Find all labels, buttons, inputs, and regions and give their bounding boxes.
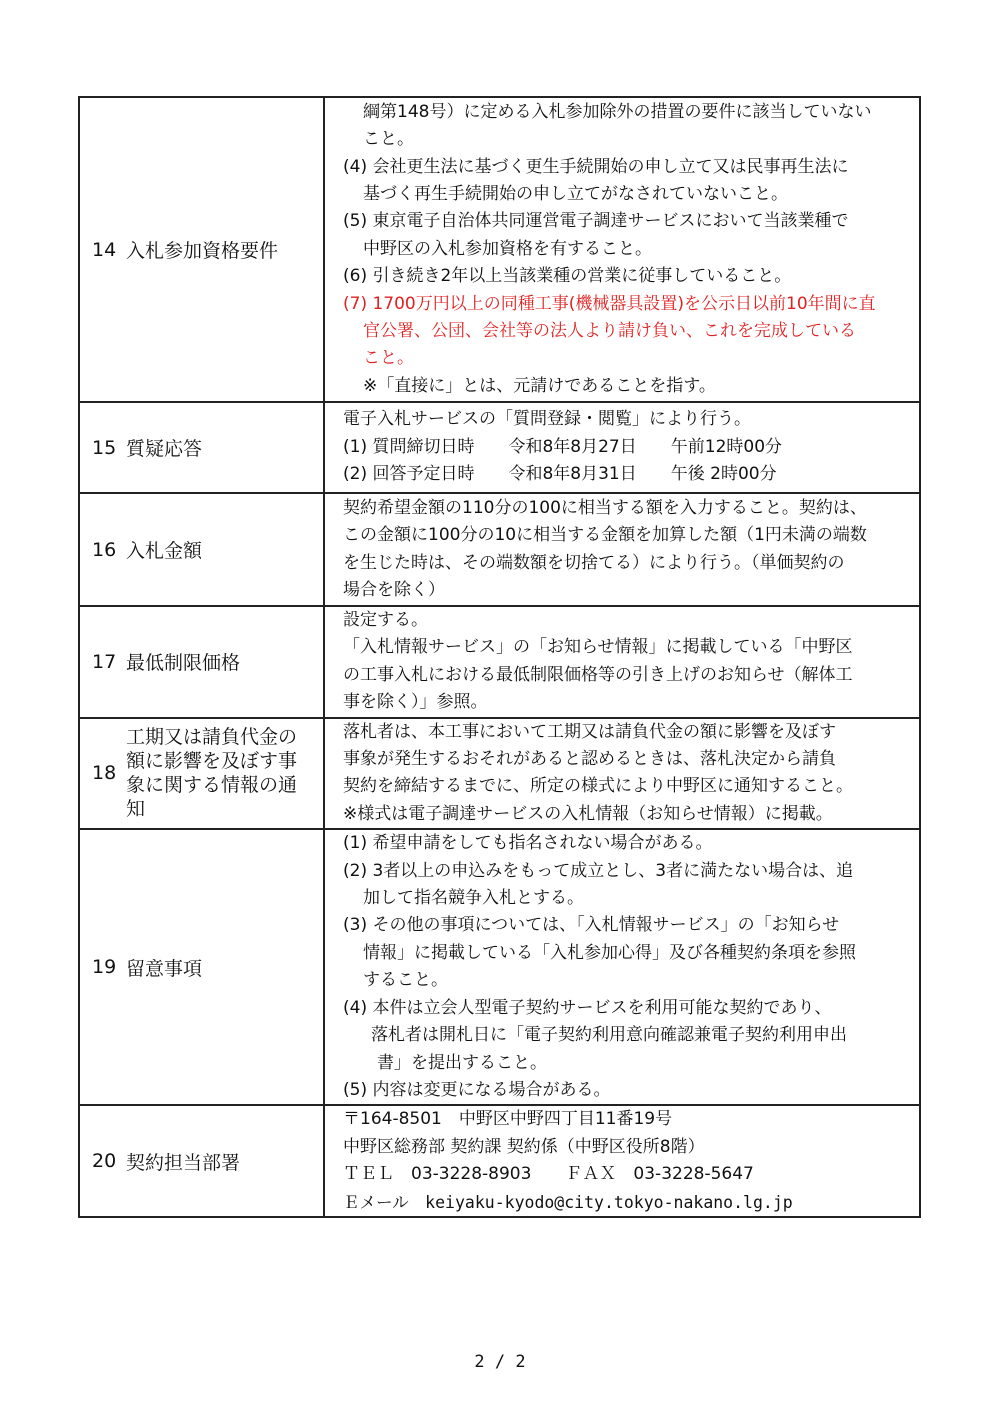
row-content-cell <box>324 97 920 402</box>
content-line: 契約を締結するまでに、所定の様式により中野区に通知すること。 <box>343 776 853 797</box>
row-label <box>126 725 311 821</box>
content-line: (6) 引き続き2年以上当該業種の営業に従事していること。 <box>343 266 792 287</box>
content-line: (3) その他の事項については、「入札情報サービス」の「お知らせ <box>343 915 840 936</box>
content-line: 場合を除く） <box>343 579 445 600</box>
row-label-cell <box>79 829 324 1105</box>
row-label-cell <box>79 402 324 493</box>
row-content-cell <box>324 493 920 606</box>
highlighted-line: (7) 1700万円以上の同種工事(機械器具設置)を公示日以前10年間に直 <box>343 293 876 314</box>
row-label: 契約担当部署 <box>126 1151 241 1174</box>
table-row-17 <box>79 606 920 718</box>
row-label: 質疑応答 <box>126 438 203 460</box>
content-line: 加して指名競争入札とする。 <box>363 888 584 909</box>
row-number: 18 <box>92 762 117 785</box>
row-number: 14 <box>92 238 117 261</box>
row-number: 15 <box>92 436 117 459</box>
row-label: 留意事項 <box>126 957 203 980</box>
content-line: 落札者は、本工事において工期又は請負代金の額に影響を及ぼす <box>343 721 836 742</box>
content-line: 中野区の入札参加資格を有すること。 <box>363 238 652 259</box>
row-label-line: 知 <box>126 798 146 821</box>
row-content-cell <box>324 1105 920 1217</box>
table-row-19 <box>79 829 920 1105</box>
content-line: 設定する。 <box>343 610 428 630</box>
content-line: の工事入札における最低制限価格等の引き上げのお知らせ（解体工 <box>343 664 853 685</box>
row-content-cell <box>324 829 920 1105</box>
content-line: 事を除く）」参照。 <box>343 692 488 713</box>
table-row-14 <box>79 97 920 402</box>
table-row-20 <box>79 1105 920 1217</box>
row-label-line: 額に影響を及ぼす事 <box>126 750 298 773</box>
row-label: 最低制限価格 <box>126 652 241 675</box>
phone-fax-line: ＴＥＬ 03-3228-8903 ＦＡＸ 03-3228-5647 <box>343 1164 754 1185</box>
row-content-cell <box>324 718 920 830</box>
row-number: 20 <box>92 1150 117 1173</box>
content-line: (5) 内容は変更になる場合がある。 <box>343 1079 611 1100</box>
row-label-cell <box>79 606 324 718</box>
row-label-cell <box>79 97 324 402</box>
page-number: 2 / 2 <box>474 1352 526 1372</box>
content-line: すること。 <box>363 970 448 991</box>
table-row-15 <box>79 402 920 493</box>
row-label-cell <box>79 718 324 830</box>
note-line: ※「直接に」とは、元請けであることを指す。 <box>363 375 716 396</box>
content-line: 「入札情報サービス」の「お知らせ情報」に掲載している「中野区 <box>343 637 853 658</box>
row-number: 16 <box>92 538 117 561</box>
content-line: (1) 希望申請をしても指名されない場合がある。 <box>343 833 713 854</box>
content-line: 綱第148号）に定める入札参加除外の措置の要件に該当していない <box>363 101 872 122</box>
highlighted-line: こと。 <box>363 348 414 369</box>
row-number: 17 <box>92 650 117 673</box>
table-row-18 <box>79 718 920 830</box>
row-label: 入札参加資格要件 <box>126 240 279 262</box>
content-line: (2) 回答予定日時 令和8年8月31日 午後 2時00分 <box>343 464 777 485</box>
content-line: 電子入札サービスの「質問登録・閲覧」により行う。 <box>343 409 751 430</box>
content-line: 書」を提出すること。 <box>377 1052 547 1073</box>
department-line: 中野区総務部 契約課 契約係（中野区役所8階） <box>343 1136 705 1157</box>
content-line: 契約希望金額の110分の100に相当する額を入力すること。契約は、 <box>343 497 867 518</box>
address-line: 〒164-8501 中野区中野四丁目11番19号 <box>343 1109 673 1130</box>
content-line: 基づく再生手続開始の申し立てがなされていないこと。 <box>363 183 788 204</box>
row-content-cell <box>324 606 920 718</box>
content-line: 事象が発生するおそれがあると認めるときは、落札決定から請負 <box>343 749 836 770</box>
row-label-cell <box>79 493 324 606</box>
content-line: (5) 東京電子自治体共同運営電子調達サービスにおいて当該業種で <box>343 211 849 232</box>
row-label-line: 象に関する情報の通 <box>126 774 298 797</box>
content-line: (4) 会社更生法に基づく更生手続開始の申し立て又は民事再生法に <box>343 156 849 177</box>
content-line: 落札者は開札日に「電子契約利用意向確認兼電子契約利用申出 <box>371 1025 847 1046</box>
email-line: Ｅメール keiyaku-kyodo@city.tokyo-nakano.lg.jp <box>343 1192 793 1212</box>
row-label-line: 工期又は請負代金の <box>126 726 298 749</box>
row-label-cell <box>79 1105 324 1217</box>
content-line: (2) 3者以上の申込みをもって成立とし、3者に満たない場合は、追 <box>343 860 854 881</box>
content-line: を生じた時は、その端数額を切捨てる）により行う。（単価契約の <box>343 552 845 573</box>
highlighted-line: 官公署、公団、会社等の法人より請け負い、これを完成している <box>363 321 856 342</box>
content-line: (1) 質問締切日時 令和8年8月27日 午前12時00分 <box>343 436 783 457</box>
content-line: こと。 <box>363 129 414 150</box>
row-label: 入札金額 <box>126 540 203 562</box>
content-line: 情報」に掲載している「入札参加心得」及び各種契約条項を参照 <box>363 942 856 963</box>
row-number: 19 <box>92 956 117 979</box>
content-line: この金額に100分の10に相当する金額を加算した額（1円未満の端数 <box>343 525 867 546</box>
content-line: ※様式は電子調達サービスの入札情報（お知らせ情報）に掲載。 <box>343 803 833 824</box>
table-row-16 <box>79 493 920 606</box>
row-content-cell <box>324 402 920 493</box>
requirements-table <box>78 96 921 1218</box>
content-line: (4) 本件は立会人型電子契約サービスを利用可能な契約であり、 <box>343 997 832 1018</box>
